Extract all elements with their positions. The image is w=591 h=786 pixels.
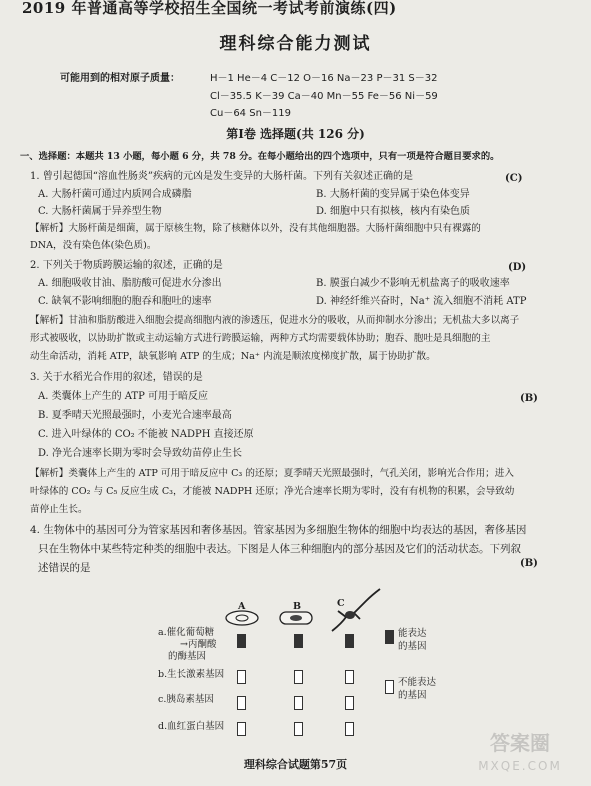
gene-box-a-2 xyxy=(237,670,246,684)
gene-box-b-3 xyxy=(294,696,303,710)
gene-box-c-4 xyxy=(345,722,354,736)
masses-line-2: Cl－35.5 K－39 Ca－40 Mn－55 Fe－56 Ni－59 xyxy=(210,91,438,102)
q1-explanation-2: DNA，没有染色体(染色质)。 xyxy=(30,240,157,251)
cell-illustrations xyxy=(220,585,400,635)
gene-box-a-3 xyxy=(237,696,246,710)
cell-c-label: C xyxy=(337,598,345,609)
q3-option-d: D. 净光合速率长期为零时会导致幼苗停止生长 xyxy=(38,448,243,459)
q3-option-b: B. 夏季晴天光照最强时，小麦光合速率最高 xyxy=(38,410,232,421)
q3-option-a: A. 类囊体上产生的 ATP 可用于暗反应 xyxy=(38,391,209,402)
q4-stem-2: 只在生物体中某些特定种类的细胞中表达。下图是人体三种细胞内的部分基因及它们的活动状态。下列叙 xyxy=(38,543,521,555)
page-footer: 理科综合试题第57页 xyxy=(243,758,348,771)
q2-explanation-3: 动生命活动，消耗 ATP，缺氧影响 ATP 的生成；Na⁺ 内流是顺浓度梯度扩散，属于协助扩散。 xyxy=(30,351,436,362)
masses-line-1: H－1 He－4 C－12 O－16 Na－23 P－31 S－32 xyxy=(210,73,438,84)
gene-b-label: b.生长激素基因 xyxy=(158,669,225,680)
legend-not-expressed-label-2: 的基因 xyxy=(398,690,427,701)
q1-option-c: C. 大肠杆菌属于异养型生物 xyxy=(38,206,162,217)
cell-b-label: B xyxy=(293,601,302,612)
q1-option-a: A. 大肠杆菌可通过内质网合成磷脂 xyxy=(38,189,192,200)
q2-answer: (D) xyxy=(508,262,527,273)
cell-c-nucleus xyxy=(345,611,355,619)
instructions: 一、选择题：本题共 13 小题，每小题 6 分，共 78 分。在每小题给出的四个选项中，只有一项是符合题目要求的。 xyxy=(20,151,500,162)
cell-b-nucleus xyxy=(290,615,302,621)
gene-d-label: d.血红蛋白基因 xyxy=(158,721,225,732)
q3-answer: (B) xyxy=(520,393,538,404)
q4-stem-1: 4. 生物体中的基因可分为管家基因和奢侈基因。管家基因为多细胞生物体的细胞中均表达的基因，奢侈基因 xyxy=(30,524,527,536)
gene-box-a-1 xyxy=(237,634,246,648)
q3-stem: 3. 关于水稻光合作用的叙述，错误的是 xyxy=(30,372,203,383)
q2-explanation-2: 形式被吸收，以协助扩散或主动运输方式进行跨膜运输，两种方式均需要载体协助；胞吞、胞吐是具细胞的主 xyxy=(30,333,491,344)
gene-box-b-4 xyxy=(294,722,303,736)
q2-option-c: C. 缺氧不影响细胞的胞吞和胞吐的速率 xyxy=(38,296,212,307)
watermark-url: MXQE.COM xyxy=(478,759,562,773)
gene-a-label-1: a.催化葡萄糖 xyxy=(158,627,215,638)
main-title: 理科综合能力测试 xyxy=(219,34,372,54)
gene-a-label-2: →丙酮酸 xyxy=(180,639,217,650)
gene-box-c-3 xyxy=(345,696,354,710)
cell-a-shape xyxy=(226,611,258,625)
exam-title: 2019 年普通高等学校招生全国统一考试考前演练(四) xyxy=(22,0,397,17)
q1-option-b: B. 大肠杆菌的变异属于染色体变异 xyxy=(316,189,470,200)
q2-option-d: D. 神经纤维兴奋时，Na⁺ 流入细胞不消耗 ATP xyxy=(316,296,527,307)
masses-label: 可能用到的相对原子质量： xyxy=(60,73,180,84)
masses-line-3: Cu－64 Sn－119 xyxy=(210,108,291,119)
gene-box-b-2 xyxy=(294,670,303,684)
gene-a-label-3: 的酶基因 xyxy=(168,651,207,662)
gene-box-c-1 xyxy=(345,634,354,648)
q2-stem: 2. 下列关于物质跨膜运输的叙述，正确的是 xyxy=(30,260,223,271)
q1-explanation-1: 【解析】大肠杆菌是细菌，属于原核生物，除了核糖体以外，没有其他细胞器。大肠杆菌细胞中只有裸露的 xyxy=(30,223,481,234)
legend-expressed-swatch xyxy=(385,630,394,644)
q4-answer: (B) xyxy=(520,558,538,569)
q4-stem-3: 述错误的是 xyxy=(38,562,91,574)
legend-not-expressed-swatch xyxy=(385,680,394,694)
watermark-logo xyxy=(458,726,583,778)
legend-expressed-label-1: 能表达 xyxy=(398,628,427,639)
legend-not-expressed-label-1: 不能表达 xyxy=(398,677,437,688)
legend-expressed-label-2: 的基因 xyxy=(398,641,427,652)
q2-option-b: B. 膜蛋白减少不影响无机盐离子的吸收速率 xyxy=(316,278,510,289)
q1-answer: (C) xyxy=(505,173,523,184)
q2-option-a: A. 细胞吸收甘油、脂肪酸可促进水分渗出 xyxy=(38,278,222,289)
q2-explanation-1: 【解析】甘油和脂肪酸进入细胞会提高细胞内液的渗透压，促进水分的吸收，从而抑制水分渗出；无机盐大多以离子 xyxy=(30,315,520,326)
q3-explanation-1: 【解析】类囊体上产生的 ATP 可用于暗反应中 C₃ 的还原；夏季晴天光照最强时，气孔关闭，影响光合作用；进入 xyxy=(30,468,514,479)
cell-c-shape xyxy=(332,589,380,631)
q3-explanation-3: 苗停止生长。 xyxy=(30,504,88,515)
gene-c-label: c.胰岛素基因 xyxy=(158,694,214,705)
gene-box-a-4 xyxy=(237,722,246,736)
q1-option-d: D. 细胞中只有拟核，核内有染色质 xyxy=(316,206,471,217)
q1-stem: 1. 曾引起德国“溶血性肠炎”疾病的元凶是发生变异的大肠杆菌。下列有关叙述正确的是 xyxy=(30,171,413,182)
cell-a-label: A xyxy=(238,601,246,612)
q3-option-c: C. 进入叶绿体的 CO₂ 不能被 NADPH 直接还原 xyxy=(38,429,254,440)
watermark-text: 答案圈 xyxy=(490,731,550,755)
section-title: 第Ⅰ卷 选择题(共 126 分) xyxy=(226,127,365,141)
q3-explanation-2: 叶绿体的 CO₂ 与 C₅ 反应生成 C₃，才能被 NADPH 还原；净光合速率长期为零时，没有有机物的积累，会导致幼 xyxy=(30,486,515,497)
gene-box-c-2 xyxy=(345,670,354,684)
gene-box-b-1 xyxy=(294,634,303,648)
